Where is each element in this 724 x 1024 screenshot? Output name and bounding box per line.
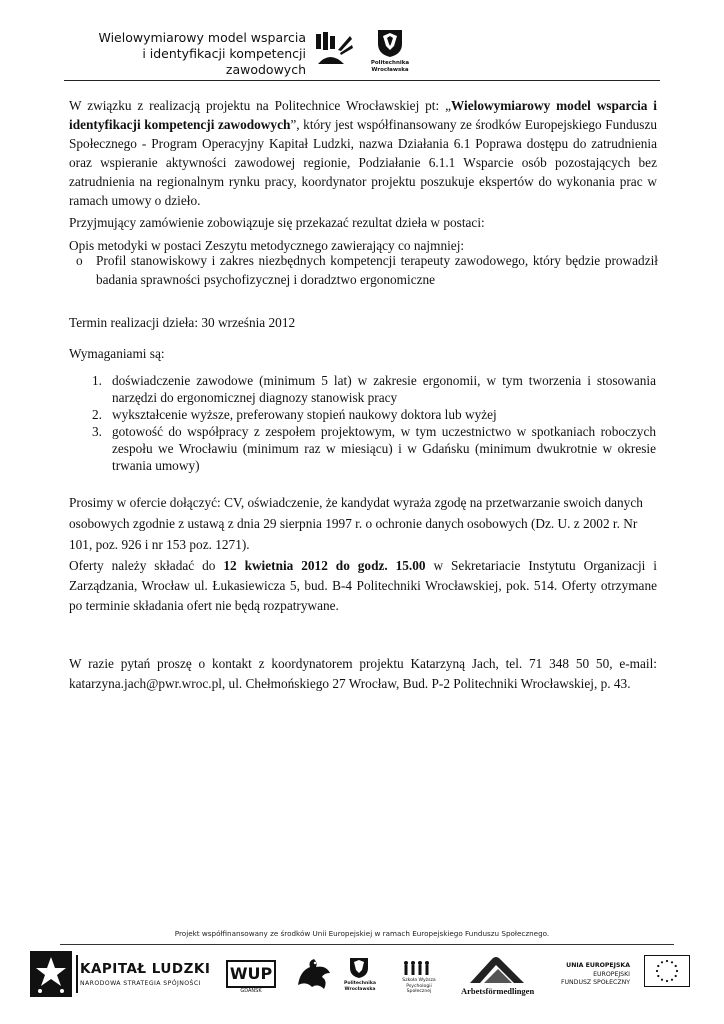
intro-paragraph — [69, 96, 657, 210]
project-title-line-2: i identyfikacji kompetencji zawodowych — [142, 46, 306, 77]
project-title-line-1: Wielowymiarowy model wsparcia — [98, 30, 306, 45]
swps-logo-text — [394, 978, 444, 995]
footer-divider — [60, 944, 674, 945]
offers-deadline: 12 kwietnia 2012 do godz. 15.00 — [223, 558, 426, 573]
commitment-line: Przyjmujący zamówienie zobowiązuje się przekazać rezultat dzieła w postaci: — [69, 215, 485, 230]
pwr-footer-crest-icon — [349, 957, 369, 979]
eu-line-3: FUNDUSZ SPOŁECZNY — [560, 979, 630, 986]
requirement-text: gotowość do współpracy z zespołem projektowym, w tym uczestnictwo w spotkaniach roboczych zespołu we Wrocławiu (minimum raz w miesiącu) i w Gdańsku (minimum dwukrotnie w okresie trwania umowy) — [112, 424, 656, 473]
requirement-text: wykształcenie wyższe, preferowany stopień naukowy doktora lub wyżej — [112, 407, 497, 422]
offers-post: w Sekretariacie Instytutu Organizacji i Zarządzania, Wrocław ul. Łukasiewicza 5, bud. B-4 Politechniki Wrocławskiej, pok. 514. Oferty otrzymane po terminie składania ofert nie będą rozpatrywane. — [69, 558, 657, 613]
requirement-text: doświadczenie zawodowe (minimum 5 lat) w zakresie ergonomii, w tym tworzenia i stosowania narzędzi do ergonomicznej diagnozy stanowisk pracy — [112, 373, 656, 405]
bullet-marker: o — [76, 253, 83, 268]
eu-logo-text — [548, 962, 630, 988]
contact-paragraph: W razie pytań proszę o kontakt z koordynatorem projektu Katarzyną Jach, tel. 71 348 50 50, e-mail: katarzyna.jach@pwr.wroc.pl, ul. Chełmońskiego 27 Wrocław, Bud. P-2 Politechniki Wrocławskiej, p. 43. — [69, 656, 657, 691]
requirement-number: 3. — [92, 424, 102, 439]
header-divider — [64, 80, 660, 81]
requirement-item-3 — [92, 423, 656, 474]
cofinanced-note: Projekt współfinansowany ze środków Unii Europejskiej w ramach Europejskiego Funduszu Społecznego. — [174, 929, 550, 938]
wup-logo — [226, 960, 276, 988]
pwr-footer-line-2: Wrocławska — [344, 986, 376, 992]
project-emblem-icon — [314, 30, 354, 66]
project-title — [60, 30, 306, 78]
deliverable-bullet — [76, 251, 658, 289]
requirements-heading: Wymaganiami są: — [69, 346, 165, 361]
kl-title: KAPITAŁ LUDZKI — [80, 961, 211, 977]
method-intro: Opis metodyki w postaci Zeszytu metodycznego zawierający co najmniej: — [69, 238, 465, 253]
eu-line-1: UNIA EUROPEJSKA — [566, 962, 630, 969]
attachments-line-3: 101, poz. 926 i nr 153 poz. 1271). — [69, 537, 250, 552]
kl-subtitle: NARODOWA STRATEGIA SPÓJNOŚCI — [80, 980, 201, 987]
intro-project-name: Wielowymiarowy model wsparcia i identyfikacji kompetencji zawodowych — [69, 98, 657, 132]
attachments-line-2: osobowych zgodnie z ustawą z dnia 29 sierpnia 1997 r. o ochronie danych osobowych (Dz. U. z 2002 r. Nr — [69, 516, 638, 531]
kapital-ludzki-star-icon — [30, 951, 72, 997]
intro-post: ”, który jest współfinansowany ze środków Europejskiego Funduszu Społecznego - Program Operacyjny Kapitał Ludzki, nazwa Działania 6.1 Poprawa dostępu do zatrudnienia oraz wspieranie aktywności zawodowej regionie, Podziałanie 6.1.1 Wsparcie osób pozostających bez zatrudnienia na regionalnym rynku pracy, koordynator projektu poszukuje ekspertów do wykonania prac w ramach umowy o dzieło. — [69, 117, 657, 208]
deadline-line: Termin realizacji dzieła: 30 września 2012 — [69, 315, 296, 330]
arbetsformedlingen-label: Arbetsförmedlingen — [461, 986, 535, 996]
wup-sub: GDAŃSK — [240, 988, 262, 994]
attachments-paragraph — [69, 492, 657, 555]
requirement-number: 1. — [92, 373, 102, 388]
arbetsformedlingen-icon — [470, 955, 528, 985]
pwr-header-line-2: Wrocławska — [371, 66, 409, 73]
requirement-number: 2. — [92, 407, 102, 422]
wup-label: WUP — [229, 964, 273, 983]
eu-flag-icon — [644, 955, 690, 987]
eu-line-2: EUROPEJSKI — [593, 970, 630, 978]
pwr-header-line-1: Politechnika — [370, 60, 410, 66]
swps-figures-icon — [402, 960, 432, 976]
pwr-footer-logo-text — [340, 981, 380, 992]
requirement-item-1 — [92, 372, 656, 406]
requirements-list — [92, 372, 656, 474]
pwr-crest-icon — [376, 28, 404, 58]
offers-paragraph — [69, 556, 657, 616]
swps-line-2: Psychologii Społecznej — [406, 983, 432, 994]
pwr-header-logo-text — [366, 60, 414, 73]
intro-pre: W związku z realizacją projektu na Politechnice Wrocławskiej pt: „ — [69, 98, 451, 113]
attachments-line-1: Prosimy w ofercie dołączyć: CV, oświadczenie, że kandydat wyraża zgodę na przetwarzanie swoich danych — [69, 495, 643, 510]
swps-line-1: Szkoła Wyższa — [402, 978, 436, 983]
kl-divider — [76, 955, 78, 993]
deliverable-text: Profil stanowiskowy i zakres niezbędnych kompetencji terapeuty zawodowego, który będzie prowadził badania sprawności psychofizycznej i doradztwo ergonomiczne — [96, 253, 658, 287]
pwr-footer-line-1: Politechnika — [344, 981, 376, 986]
offers-pre: Oferty należy składać do — [69, 558, 224, 573]
pomorskie-griffin-icon — [294, 957, 334, 991]
requirement-item-2 — [92, 406, 656, 423]
